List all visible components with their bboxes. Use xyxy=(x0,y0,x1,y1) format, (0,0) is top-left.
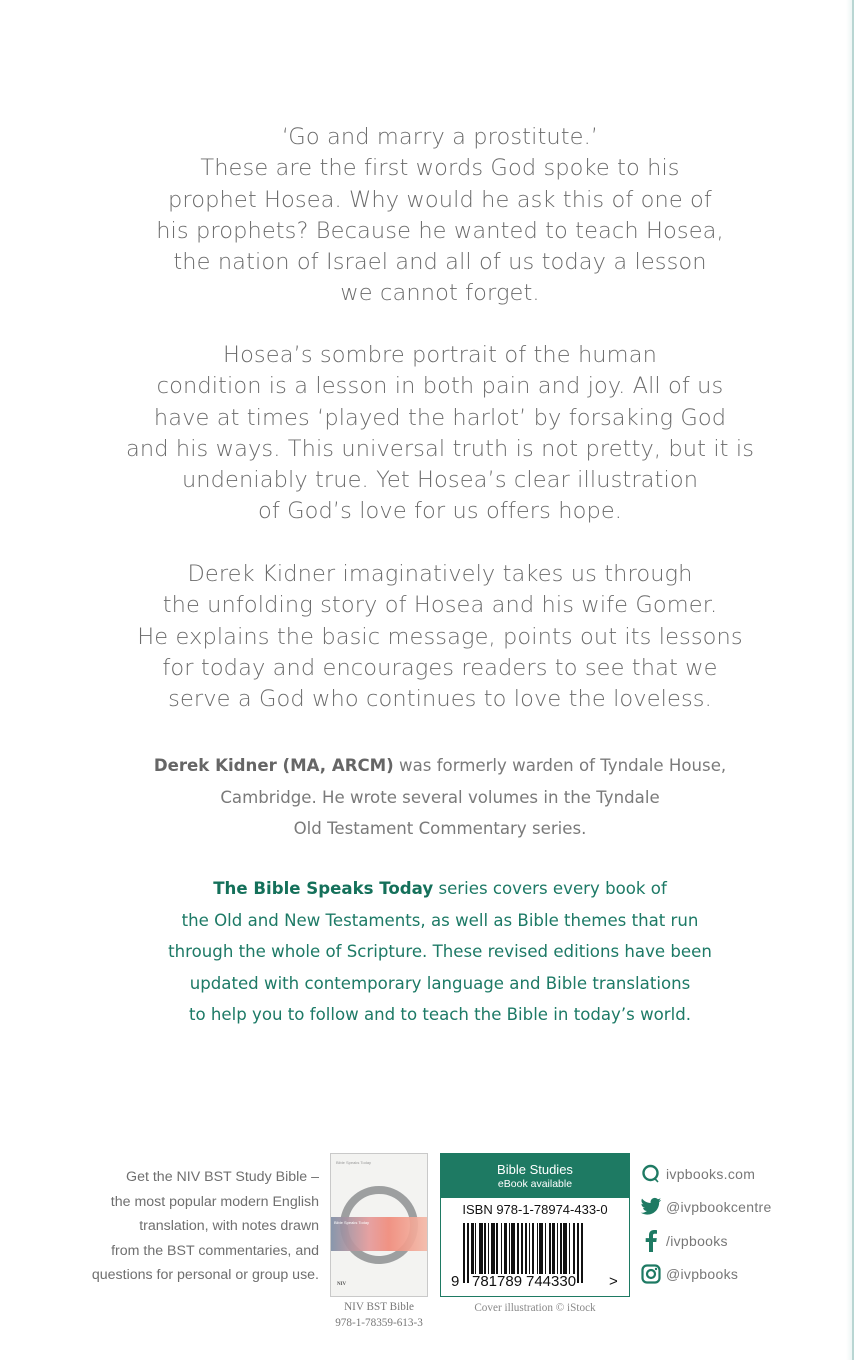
cover-top-text: Bible Speaks Today xyxy=(336,1160,372,1165)
blurb-line: These are the first words God spoke to his xyxy=(200,155,680,182)
bible-caption xyxy=(318,1300,440,1331)
quiet-zone-arrow: > xyxy=(609,1273,618,1290)
barcode-digit-first: 9 xyxy=(451,1273,460,1290)
social-instagram[interactable] xyxy=(640,1263,840,1285)
blurb-paragraph-2 xyxy=(110,340,770,528)
series-line-2: the Old and New Testaments, as well as Bible themes that run xyxy=(181,910,699,930)
author-bio-line-2: Cambridge. He wrote several volumes in the Tyndale xyxy=(220,787,660,807)
isbn-label: ISBN 978-1-78974-433-0 xyxy=(462,1202,608,1217)
social-website[interactable] xyxy=(640,1163,840,1185)
blurb-line: the unfolding story of Hosea and his wife Gomer. xyxy=(162,592,718,619)
twitter-icon xyxy=(640,1196,662,1218)
category-header xyxy=(441,1154,629,1198)
blurb-line: the nation of Israel and all of us today a lesson xyxy=(173,249,707,276)
series-text: series covers every book of xyxy=(433,879,667,898)
series-line-4: updated with contemporary language and Bible translations xyxy=(189,973,691,993)
isbn-barcode-box xyxy=(440,1153,630,1297)
promo-line: the most popular modern English xyxy=(110,1193,319,1210)
barcode-bars xyxy=(463,1223,613,1275)
series-description xyxy=(110,873,770,1031)
author-bio-line-1 xyxy=(110,750,770,782)
social-links xyxy=(640,1163,840,1296)
bible-title: NIV BST Bible xyxy=(344,1301,414,1313)
blurb-line: Hosea’s sombre portrait of the human xyxy=(223,342,657,368)
social-facebook[interactable] xyxy=(640,1230,840,1252)
blurb-line: ‘Go and marry a prostitute.’ xyxy=(281,124,599,150)
author-bio-text: was formerly warden of Tyndale House, xyxy=(393,756,727,775)
cover-credit: Cover illustration © iStock xyxy=(474,1302,596,1314)
blurb-line: we cannot forget. xyxy=(340,280,540,307)
blurb-line: his prophets? Because he wanted to teach Hosea, xyxy=(156,217,724,244)
website-link[interactable]: ivpbooks.com xyxy=(666,1166,756,1182)
blurb-line: have at times ‘played the harlot’ by forsaking God xyxy=(153,404,727,431)
series-line-3: through the whole of Scripture. These revised editions have been xyxy=(168,942,712,961)
ebook-note: eBook available xyxy=(497,1178,573,1190)
blurb-paragraph-1 xyxy=(110,122,770,310)
social-twitter[interactable] xyxy=(640,1196,840,1218)
author-name: Derek Kidner (MA, ARCM) xyxy=(153,756,394,775)
promo-line: questions for personal or group use. xyxy=(91,1267,319,1284)
search-bubble-icon xyxy=(640,1163,662,1185)
blurb-line: serve a God who continues to love the loveless. xyxy=(168,686,712,713)
blurb-paragraph-3 xyxy=(110,559,770,715)
twitter-handle[interactable]: @ivpbookcentre xyxy=(666,1199,772,1216)
bible-isbn: 978-1-78359-613-3 xyxy=(335,1316,423,1329)
promo-line: Get the NIV BST Study Bible – xyxy=(126,1169,319,1185)
promo-line: translation, with notes drawn xyxy=(139,1218,319,1235)
blurb-line: condition is a lesson in both pain and joy. All of us xyxy=(156,373,724,400)
series-name: The Bible Speaks Today xyxy=(213,879,434,898)
promo-line: from the BST commentaries, and xyxy=(111,1242,319,1259)
blurb-line: for today and encourages readers to see that we xyxy=(162,654,718,681)
series-line-1 xyxy=(110,873,770,905)
blurb-line: prophet Hosea. Why would he ask this of one of xyxy=(168,186,712,213)
blurb-line: of God’s love for us offers hope. xyxy=(257,498,623,525)
instagram-icon xyxy=(640,1263,662,1285)
blurb-line: undeniably true. Yet Hosea’s clear illustration xyxy=(181,467,699,494)
blurb-line: Derek Kidner imaginatively takes us through xyxy=(187,561,693,587)
facebook-icon xyxy=(640,1230,662,1252)
blurb-line: and his ways. This universal truth is not pretty, but it is xyxy=(125,435,755,462)
barcode-digit-group-1: 781789 xyxy=(472,1273,523,1290)
barcode-digit-group-2: 744330 xyxy=(526,1273,577,1290)
category-label: Bible Studies xyxy=(497,1162,573,1177)
niv-bst-bible-cover-image xyxy=(330,1153,428,1297)
study-bible-promo xyxy=(40,1165,319,1288)
niv-logo: NIV xyxy=(337,1282,347,1287)
blurb-line: He explains the basic message, points out its lessons xyxy=(137,623,743,650)
facebook-handle[interactable]: /ivpbooks xyxy=(666,1232,728,1249)
author-bio xyxy=(110,750,770,845)
cover-band-text: Bible Speaks Today xyxy=(334,1220,370,1225)
series-line-5: to help you to follow and to teach the Bible in today’s world. xyxy=(188,1005,692,1024)
instagram-handle[interactable]: @ivpbooks xyxy=(666,1265,739,1282)
author-bio-line-3: Old Testament Commentary series. xyxy=(293,819,587,838)
